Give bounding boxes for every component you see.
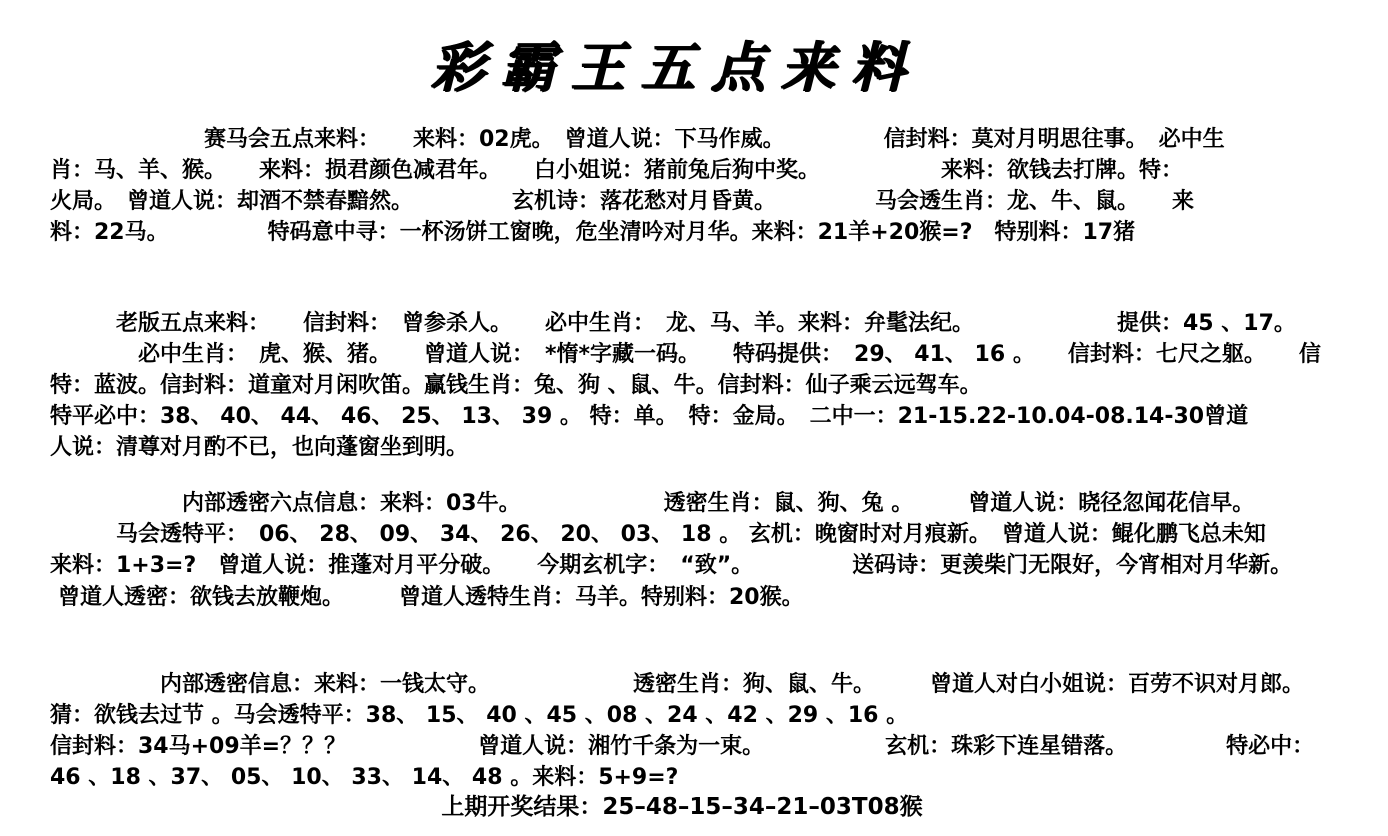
section3-line1: 内部透密六点信息：来料：03牛。 透密生肖：鼠、狗、兔 。 曾道人说：晓径忽闻花信早。 <box>50 491 1255 516</box>
section4-line4: 46 、18 、37、 05、 10、 33、 14、 48 。来料：5+9=? <box>50 765 679 790</box>
page-title: 彩霸王五点来料 <box>431 35 921 99</box>
section1-line3: 火局。 曾道人说：却酒不禁春黯然。 玄机诗：落花愁对月昏黄。 马会透生肖：龙、牛、鼠。 来 <box>50 189 1195 214</box>
section1-line4: 料：22马。 特码意中寻：一杯汤饼工窗晚，危坐清吟对月华。来料：21羊+20猴=? 特别料：17猪 <box>50 220 1136 245</box>
section4-line3: 信封料：34马+09羊=？？？ 曾道人说：湘竹千条为一束。 玄机：珠彩下连星错落。 特必中： <box>50 734 1315 759</box>
section3-line3: 来料：1+3=? 曾道人说：推蓬对月平分破。 今期玄机字： “致”。 送码诗：更羡柴门无限好，今宵相对月华新。 <box>50 553 1293 578</box>
section4-line1: 内部透密信息：来料：一钱太守。 透密生肖：狗、鼠、牛。 曾道人对白小姐说：百劳不识对月郎。 <box>50 672 1305 697</box>
section2-line5: 人说：清尊对月酌不已，也向蓬窗坐到明。 <box>50 435 469 460</box>
last-draw-result-text: 上期开奖结果：25–48–15–34–21–03T08猴 <box>441 794 923 820</box>
section3-line4: 曾道人透密：欲钱去放鞭炮。 曾道人透特生肖：马羊。特别料：20猴。 <box>58 585 804 610</box>
section3-line2: 马会透特平： 06、 28、 09、 34、 26、 20、 03、 18 。 玄机：晚窗时对月痕新。 曾道人说：鲲化鹏飞总未知 <box>50 522 1266 547</box>
section2-line4: 特平必中：38、 40、 44、 46、 25、 13、 39 。 特：单。 特：金局。 二中一：21-15.22-10.04-08.14-30曾道 <box>50 404 1249 429</box>
last-draw-result <box>0 792 1388 822</box>
section4-line2: 猜：欲钱去过节 。马会透特平：38、 15、 40 、45 、08 、24 、42 、29 、16 。 <box>50 703 909 728</box>
section1-line2: 肖：马、羊、猴。 来料：损君颜色减君年。 白小姐说：猪前兔后狗中奖。 来料：欲钱去打牌。特： <box>50 158 1184 183</box>
section2-line3: 特：蓝波。信封料：道童对月闲吹笛。赢钱生肖：兔、狗 、鼠、牛。信封料：仙子乘云远驾车。 <box>50 373 982 398</box>
section2-line2: 必中生肖： 虎、猴、猪。 曾道人说： *惰*字藏一码。 特码提供： 29、 41、 16 。 信封料：七尺之躯。 信 <box>50 342 1321 367</box>
section1-line1: 赛马会五点来料： 来料：02虎。 曾道人说：下马作威。 信封料：莫对月明思往事。 必中生 <box>50 127 1225 152</box>
section2-line1: 老版五点来料： 信封料： 曾参杀人。 必中生肖： 龙、马、羊。来料：弁髦法纪。 提供：45 、17。 <box>50 311 1296 336</box>
